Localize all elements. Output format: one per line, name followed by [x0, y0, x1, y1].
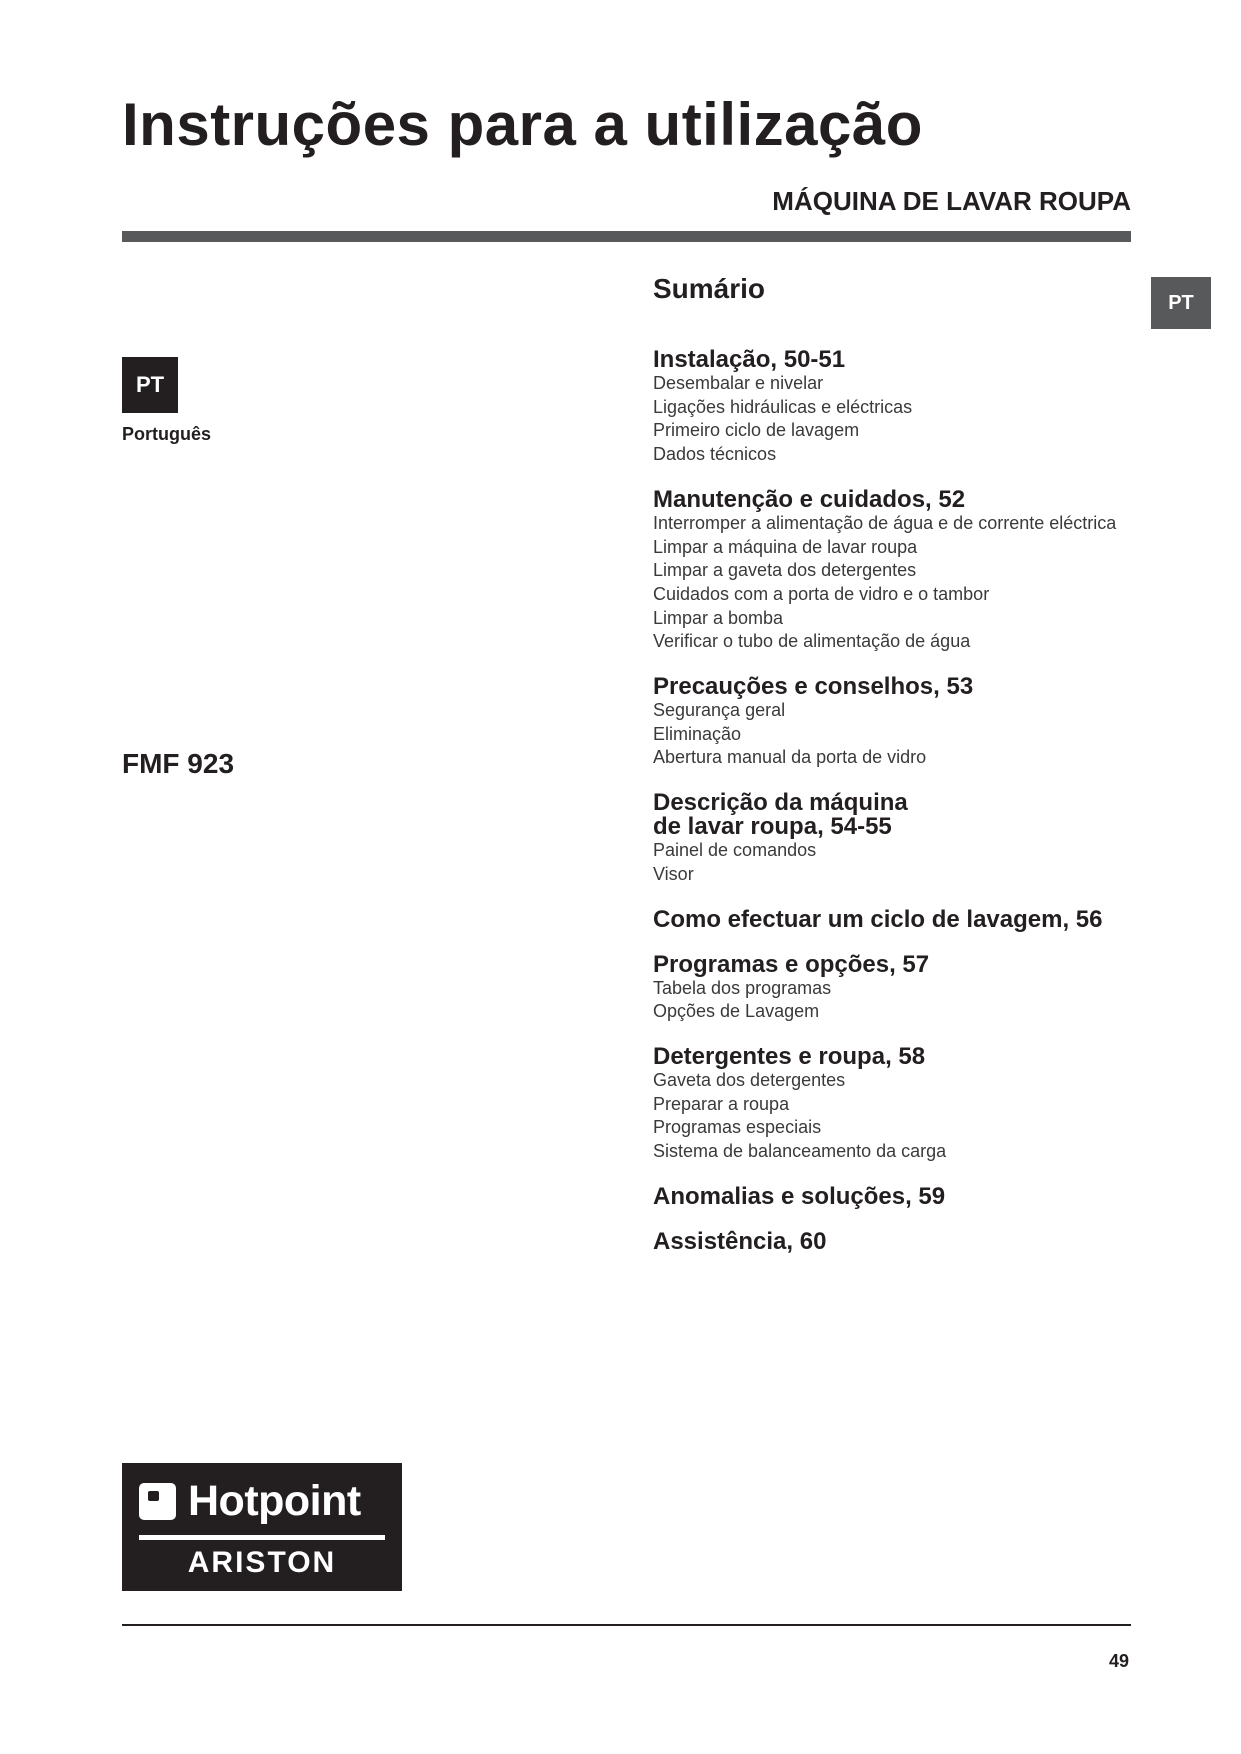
toc-heading: Assistência, 60: [653, 1227, 827, 1255]
toc-item: Visor: [653, 863, 694, 884]
toc-item: Sistema de balanceamento da carga: [653, 1141, 947, 1162]
toc-heading: Instalação, 50-51: [653, 346, 846, 373]
toc-section: [653, 791, 1133, 886]
toc-item: Opções de Lavagem: [653, 1001, 820, 1022]
language-badge: PT: [122, 357, 178, 413]
toc-item: Tabela dos programas: [653, 977, 832, 998]
toc-section: [653, 950, 1133, 1024]
brand-logo: [122, 1463, 402, 1591]
summary-title: Sumário: [653, 273, 766, 304]
footer-divider: [122, 1624, 1131, 1626]
toc-item: Cuidados com a porta de vidro e o tambor: [653, 583, 990, 604]
toc-heading: Manutenção e cuidados, 52: [653, 485, 966, 513]
header-divider: [122, 231, 1131, 242]
brand-subwordmark: ARISTON: [187, 1546, 337, 1579]
toc-item: Segurança geral: [653, 700, 786, 721]
toc-item: Desembalar e nivelar: [653, 373, 824, 393]
toc-item: Eliminação: [653, 723, 742, 744]
toc-heading: Descrição da máquina de lavar roupa, 54-55: [653, 789, 908, 841]
toc-heading: Precauções e conselhos, 53: [653, 673, 974, 701]
toc-heading: Programas e opções, 57: [653, 950, 930, 978]
toc-item: Abertura manual da porta de vidro: [653, 747, 927, 768]
toc-heading: Anomalias e soluções, 59: [653, 1182, 946, 1210]
toc-item: Limpar a máquina de lavar roupa: [653, 536, 918, 557]
table-of-contents: [653, 348, 1133, 1275]
toc-heading: Detergentes e roupa, 58: [653, 1042, 926, 1070]
brand-mark-icon: [139, 1483, 176, 1520]
toc-item: Limpar a gaveta dos detergentes: [653, 560, 917, 581]
toc-item: Interromper a alimentação de água e de corrente eléctrica: [653, 512, 1117, 533]
toc-heading: Como efectuar um ciclo de lavagem, 56: [653, 905, 1103, 933]
toc-item: Verificar o tubo de alimentação de água: [653, 631, 971, 652]
toc-item: Gaveta dos detergentes: [653, 1069, 846, 1090]
toc-section: [653, 675, 1133, 770]
toc-item: Painel de comandos: [653, 840, 817, 861]
toc-section: [653, 905, 1133, 933]
language-side-tab: PT: [1151, 277, 1211, 329]
brand-wordmark: Hotpoint: [188, 1477, 361, 1525]
toc-item: Dados técnicos: [653, 444, 777, 465]
toc-item: Primeiro ciclo de lavagem: [653, 420, 860, 441]
page-number: 49: [1108, 1651, 1129, 1671]
toc-section: [653, 1227, 1133, 1255]
product-subtitle: MÁQUINA DE LAVAR ROUPA: [772, 186, 1131, 216]
toc-item: Limpar a bomba: [653, 607, 784, 628]
page-title: Instruções para a utilização: [122, 91, 923, 158]
toc-item: Ligações hidráulicas e eléctricas: [653, 396, 913, 417]
toc-item: Programas especiais: [653, 1117, 822, 1138]
model-name: FMF 923: [122, 748, 235, 779]
toc-section: [653, 1182, 1133, 1210]
logo-divider: [139, 1535, 385, 1540]
toc-section: [653, 485, 1133, 654]
toc-section: [653, 348, 1133, 467]
language-name: Português: [122, 424, 212, 444]
toc-section: [653, 1042, 1133, 1164]
toc-item: Preparar a roupa: [653, 1093, 790, 1114]
